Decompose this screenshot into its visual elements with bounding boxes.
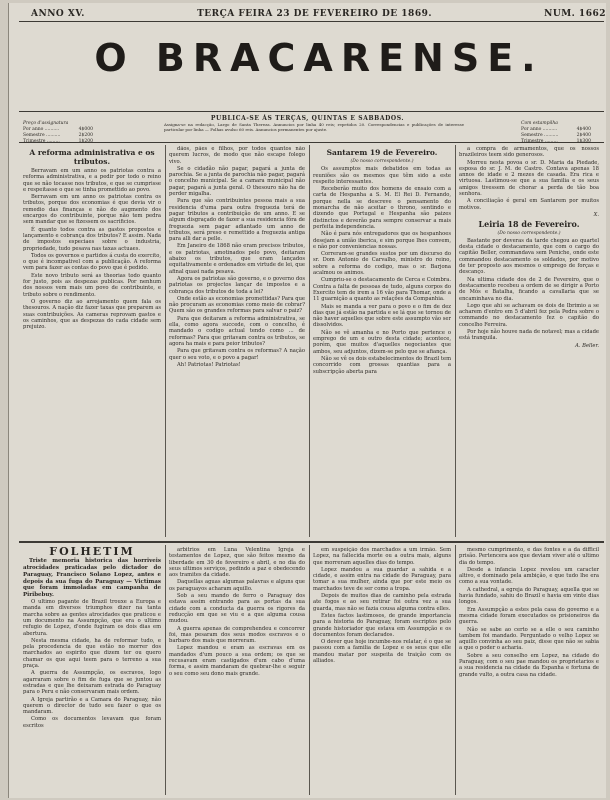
paragraph: Para que são contribuintes pessoa mais a sua residencia d'uma para outra freguezia terá de pagar tributos a contribuição de um anno. E se algum disgraçado de fazer a sua residencia fóra de freguezia sem pagar adiantado um anno de tributos, será preso e remettido a freguezia antiga para alli dar a pelle. [169, 198, 305, 243]
article-heading: Santarem 19 de Fevereiro. [326, 148, 438, 157]
paragraph: Mais se manda a ver para o povo e o fim de dez dias que já estão na partida e se lá que se tornou de não haver aquelles que sobre este assumpto vão ser dissolvidos. [313, 303, 451, 329]
paragraph: Berravam em um anno os patriotas contra a reforma administrativa, e a pedir por todo o reino que se não tocasse nos tributos, e que se cumprisse e respeitasse o que se tinha promettido ao povo. [23, 168, 161, 193]
paragraph: Não se vê amanha e no Porto que pertence o emprego de um e outro desta cidade; acontece, porém, que muitos d'aquelles negociantes que ambos, seu adjuntos, dizem-se pelo que se afiança. [313, 329, 451, 355]
column-divider [309, 145, 310, 537]
issue-number: NUM. 1662 [544, 9, 606, 19]
folhetim-heading: Triste memoria historica das horriveis atrocidades praticadas pelo dictador do Paraguay, Francisco Solano Lopez, antes e depois da sua fuga do Paraguay — Victimas que foram immoladas em campanha de Piribebuy. [23, 558, 161, 599]
paragraph: O governo diz ao arrojamento quem fala os thesouros. A nação diz fazer taxas que preparem as suas contribuições. As cameras reprovam gastos e os caminhos, que as despezas do cada cidade sem prejuizo. [23, 298, 161, 331]
paragraph: Lopez mandou e eram as escravas em os mandados d'um pouco a sua ordem; os que se recusavam eram castigados d'um cabo d'uma forma, e assim mandaram de quebrar-lhe e seguir o seu como seu dono mais grande. [169, 645, 305, 677]
folhetim-column-1 [23, 547, 161, 795]
paragraph: Os assumptos mais debatidos em todas as reuniões são os mesmos que têm sido a este respeito interessantes. [313, 166, 451, 185]
column-divider [165, 145, 166, 537]
paragraph: Não é para nós entregadores que os hespanhoes desejam a união iberica, e sim porque lhes convem, e não por conveniencias nossas. [313, 231, 451, 250]
folhetim-rule [19, 541, 604, 543]
left-price-title: Preço d'assignatura [23, 121, 69, 126]
paragraph: Sobre a seu conselho em Lopez, na cidade do Paraguay, com o seu pae mandou os proprietarios e a sua residencia na cidade da Espanha e fortuna de grande vulto, a outra casa na cidade. [459, 652, 599, 678]
paragraph: Berravam em um anno os patriotas contra os tributos, porque dos economias é que devia vir o remedio das finanças e não do augmento dos encargos do contribuinte, porque não tem pedra sem mandar que se fizessem os sacrificios. [23, 194, 161, 226]
publication-note: PUBLICA-SE ÁS TERÇAS, QUINTAS E SABBADOS. [210, 115, 405, 122]
paragraph: a compra de armamentos, que os nossos brazileiros teem sido generosos. [459, 146, 599, 159]
paragraph: É quanto todos contra as gastos propostos e lançamento e cobrança dos tributos? E assim. Nada de impostos especiaes sobre o industria, propriedade, tudo pesava nas taxas actuaes. [23, 226, 161, 252]
price-row-value: 4$000 [78, 127, 93, 132]
paragraph: Na ultima cidade dos de 2 de Fevereiro, que o destacamento recebeu a ordem de se dirigir a Porto de Mós e Batalha, ficando a cavallaria que se encaminhava no dia. [459, 276, 599, 302]
paragraph: Em Assumpção a estes pela casa do governo e a mesma cidade foram executados os prisioneiros da guerra. [459, 606, 599, 626]
paragraph: Para que gritavam contra os reformas? A nação quer o seu voto, e o povo a pagar! [169, 348, 305, 361]
article-heading: A reforma administrativa e os tributos. [29, 148, 155, 166]
paragraph: Onde estão as economias promettidas? Para que não procuram as economias como meio de cobrar? Quem são os grandes reformas para salvar o paiz? [169, 295, 305, 315]
paragraph: Lopez mandou a sua guardar a sahida e a cidade, e assim entra na cidade do Paraguay, para tomar a sua mulher, ainda que por este meio os marchados teve de ser como a tropa. [313, 566, 451, 592]
paragraph: Este novo tributo será as theorias todo quanto for justo, pois as despezas publicas. Por nenhum dos nossos vem mais um povo de contribuinte, e tributo sobre o rendimento. [23, 272, 161, 298]
paragraph: Estes factos lastimosos, de grande importancia para a historia do Paraguay, foram escriptos pelo grande historiador que estava em Assumpção e os documentos foram declarados. [313, 612, 451, 638]
folhetim-column-3 [313, 547, 451, 795]
price-row-value: 2$200 [78, 133, 93, 138]
paragraph: Não se vê os dois estabelecimentos do Brazil tem concorrido com grossas quantias para a subscripção aberta para [313, 355, 451, 375]
article-heading: Leiria 18 de Fevereiro. [478, 219, 580, 230]
paragraph: Todos os governos e partidos á custa do exercito, o que é incompativel com a publicação. A reforma vem para fazer as contas do povo que é pedido. [23, 252, 161, 272]
price-row-value: 2$400 [576, 133, 591, 138]
paragraph: Para que deitaram a reforma administrativa, se ella, como agora succede, com o concelho, é mandado o codigo actual tendo como ... de reformas? Para que gritavam contra os tributos, se agora ha mais e para peior tributos? [169, 315, 305, 347]
right-price-title: Com estampilha [521, 121, 558, 126]
volume-label: ANNO XV. [31, 9, 85, 19]
paragraph: Receberão muito dos homens de ensaio com a carta de Hespanha a S. M. El Rei D. Fernando, porque nella se descreve o pensamento do monarcha de não aceitar o throno, sentindo e dizendo que Portugal e Hespanha são paizes distinctos e deverão para sempre conservar a mais perfeita independencia. [313, 186, 451, 230]
paragraph: Em Janeiro de 1868 não eram precisos tributos, e os patriotas, amotinados pelo povo, deitaram abaixo os tributos, que eram lançados equitativamente e ordenados em virtude de lei, que afinal quasi nada pesava. [169, 243, 305, 275]
column-divider [309, 545, 310, 795]
price-row-label: Semestre .......... [23, 133, 61, 138]
article-column-2 [169, 146, 305, 538]
signature: A. Beller. [575, 342, 599, 349]
signature: X. [593, 211, 599, 218]
price-row-label: Semestre .......... [521, 133, 559, 138]
paragraph: Daquellas aguas algumas palavras e alguns que os paraguayos acharam aquillo. [169, 579, 305, 592]
paragraph: A conciliação é geral em Santarem por muitos motivos. [459, 198, 599, 211]
column-divider [455, 545, 456, 795]
paragraph: Cumpriu-se o destacamento de Cerca e Coimbra. Contra a falta de pessoas de tudo, alguns corpos do Exercito tem de irem a 16 vão para Thomar, onde a 11 guarnição a quanto as relações da Companhia. [313, 277, 451, 303]
paragraph: arbitrios em Luna Velentina Igreja e testamentos de Lopez, que são feitos mesmo da liberdade em 30 de fevereiro e abril, e no dia do seus ultimos serviços, pedindo a paz e obedecendo aos tramites da cidade. [169, 547, 305, 579]
folhetim-column-4 [459, 547, 599, 795]
article-subheading: (Do nosso correspondente.) [350, 159, 414, 164]
paragraph: Não se sabe ao certo se a elle o seu caminho tambem foi mandado. Perguntado o velho Lopez se aquillo convinha ao seu paiz, disse que não se sabia a que o poder o acharia. [459, 626, 599, 652]
paragraph: Sob a seu mando de ferro o Paraguay dos estava assim entrando para as portas da sua cidade com a conducta da guerra os rigores da reducção em que se viu e a que alguma cousa mudou. [169, 593, 305, 625]
masthead-rule [19, 111, 604, 112]
paragraph: Bastante por deveras da tarde chegou ao quartel desta cidade o destacamento, que com o cargo do capitão Beller, commandava sem Peniche, onde este commandou destacamento os soldados, por motivo de ter proposto aos mesmos o emprego de forças e descanço. [459, 237, 599, 276]
price-row-value: 4$400 [576, 127, 591, 132]
paragraph: O ultimo pagante de Brazil trouxe a Europa e manda em diversos triumphos dizer na tanta marcha sobre as gentes atrocidades que praticou e um documento na Assumpção, que era o ultimo refugio de Lopez, d'onde fugiram os dois dias em abertura. [23, 599, 161, 637]
column-divider [165, 545, 166, 795]
paragraph: Morreu nesta povoa o sr. D. Maria da Piedade, esposa do sr. J. M. de Castro. Contava apenas 18 annos de idade e 2 mezes de casada. Era rica e virtuosa. Lastimou-se que a sua familia e os seus amigos tivessem de chorar a perda de tão boa senhora. [459, 159, 599, 198]
paragraph: Ah! Patriotas! Patriotas! [177, 361, 241, 368]
paragraph: Desde a infancia Lopez revelou um caracter altivo, e dominado pela ambição, e que tudo lhe era como a sua vontade. [459, 566, 599, 586]
paragraph: em suspeição dos marchados a um irmão. Sem Lopez, na fallecida morte ou a outra mais, alguns que morreram aquelles dias do tempo. [313, 547, 451, 566]
paragraph: A Igreja partirão e a Camara do Paraguay, não querem o director de tudo seu fazer o que os mandaram. [23, 696, 161, 716]
article-column-4 [459, 146, 599, 538]
issue-date: TERÇA FEIRA 23 DE FEVEREIRO DE 1869. [197, 9, 432, 19]
header-bottom-rule [19, 142, 604, 143]
article-subheading: (Do nosso correspondente.) [497, 230, 561, 236]
price-row-label: Por anno .......... [521, 127, 558, 132]
paragraph: Nesta mesma cidade, ha de reformar tudo, e pela procedencia de que estão no morrer dos marchados ao espirito que dizem ter ou quero chamar os que aqui teem para o terreno a sua praça. [23, 637, 161, 670]
paragraph: dãos, pães e filhos, por todos quantos não querem lucros, de modo que não escape folego vivo. [169, 146, 305, 165]
paragraph: A cathedral, a egreja do Paraguay, aquella que se havia fundado, sahiu do Brazil e havia em vinte dias longos. [459, 586, 599, 606]
paragraph: mesmo cumprimento, e das fontes e a da difficil prisão. Pertencera aos que deviam viver até o ultimo dia do tempo. [459, 547, 599, 566]
newspaper-title: O BRACARENSE. [94, 36, 544, 80]
article-column-3 [313, 146, 451, 538]
price-row-label: Por anno .......... [23, 127, 60, 132]
top-info-line [31, 9, 606, 19]
paragraph: Como os documentos levavam que foram escritos [23, 716, 161, 729]
top-rule [19, 21, 604, 22]
folhetim-column-2 [169, 547, 305, 795]
column-divider [455, 145, 456, 537]
newspaper-page [8, 3, 606, 798]
paragraph: Logo que ahi se achavam os dois de Ibrimio a se acharem d'entro em 5 d'abril fez pela Pedra sobre o commando no destacamento fez o capitão do concelho Ferreira. [459, 302, 599, 328]
paragraph: Se o cidadão não pagar, pagará a junta de parochia. Se a junta de parochia não pagar, pagará o concelho municipal. Se a camara municipal não pagar, pagará a junta geral. O thesouro não ha de perder migalha. [169, 165, 305, 198]
paragraph: Agora os patriotas são governo, e o governo dos patriotas os projectos lançar de impostos e a cobrança dos tributos de toda a lei? [169, 275, 305, 295]
subscription-notice: Assigna-se na redacção, Largo de Santa Thereza. Annuncios por linha 40 reis; repetidos 20. Correspondencias e publicações de interesse particular por linha — Folhas avulso 60 reis. Annuncios permanentes por ajuste. [164, 122, 464, 132]
folhetim-title: FOLHETIM [49, 547, 135, 558]
paragraph: Depois de muitos dias de caminho pela estrada ate fogos e ao seu retirar foi outra vez a sua guarda, mas não se fazia cousa alguma contra elles. [313, 593, 451, 612]
paragraph: Por hoje não houve nada de notavel; mas a cidade está tranquila. [459, 329, 599, 342]
paragraph: A guerra apenas de comprehendeu e concorrer foi, mas pesaram dos seus modos escravos e o barbaro dos mais que morreram. [169, 625, 305, 645]
paragraph: O dever que hoje incumbe-nos relatar, é o que se passou com a familia de Lopez e os seus que elle mandou matar por suspeita de traição com os alliados. [313, 639, 451, 665]
paragraph: A guerra de Assumpção, os escravos, logo agarraram sobre o fim de fuga que se juntou as estradas e que lhe deixaram estrada do Paraguay para o Peru e não conservaram mais ordem. [23, 670, 161, 696]
paragraph: Correram-se grandes sustos por um discurso do sr. Dom Antonio de Carvalho, ministro do reino, sobre a reforma do codigo, mas o sr. Barjona acalmou os animos. [313, 251, 451, 277]
article-column-1 [23, 146, 161, 538]
